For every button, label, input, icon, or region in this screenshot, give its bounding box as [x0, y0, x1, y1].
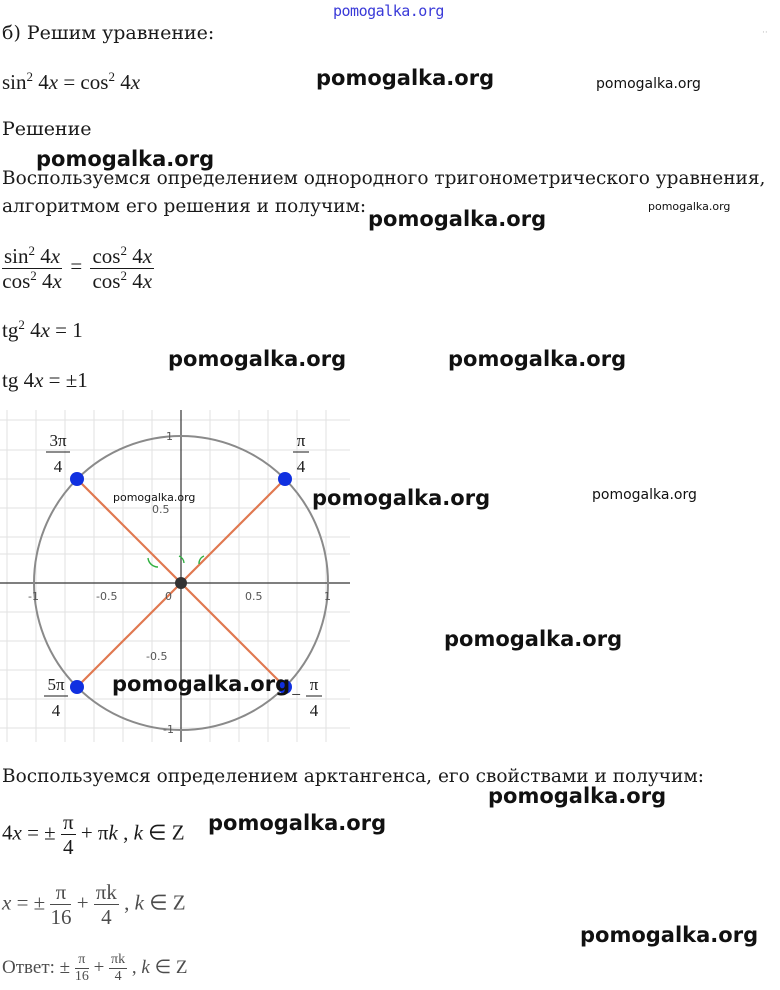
label-minus-pi-4-num: π	[309, 675, 319, 694]
paragraph-1-line-2: алгоритмом его решения и получим:	[2, 196, 367, 217]
watermark: pomogalka.org	[208, 811, 387, 835]
solution-label: Решение	[2, 118, 92, 140]
watermark: pomogalka.org	[596, 76, 701, 92]
x-tick: -0.5	[96, 590, 118, 603]
watermark: pomogalka.org	[113, 491, 196, 504]
point-3pi-4	[70, 472, 84, 486]
watermark: pomogalka.org	[312, 486, 491, 510]
x-tick: 1	[324, 590, 331, 603]
result-2: x = ± $\frac{\pi}{16}$ + $\frac{\pi k}{4}$ , k ∈ Z	[2, 880, 186, 930]
label-minus-sign: −	[291, 685, 301, 704]
result-1: 4x = ± $\frac{\pi}{4}$ + πk , k ∈ Z	[2, 810, 185, 860]
label-5pi-4-den: 4	[51, 701, 61, 720]
watermark: pomogalka.org	[368, 207, 547, 231]
ray-pi-4	[181, 479, 285, 583]
watermark: pomogalka.org	[592, 487, 697, 503]
task-heading: б) Решим уравнение:	[2, 22, 215, 44]
x-tick: 0.5	[245, 590, 263, 603]
y-tick: 0.5	[152, 503, 170, 516]
origin-point	[175, 577, 187, 589]
label-5pi-4-num: 5π	[47, 675, 65, 694]
y-tick: -0.5	[146, 650, 168, 663]
paragraph-2: Воспользуемся определением арктангенса, его свойствами и получим:	[2, 766, 704, 787]
point-5pi-4	[70, 680, 84, 694]
label-minus-pi-4-den: 4	[309, 701, 319, 720]
step-3: tg 4x = ±1	[2, 368, 88, 392]
step-2: $tg^2$ 4x = 1	[2, 317, 83, 342]
watermark: pomogalka.org	[580, 923, 759, 947]
y-tick: -1	[163, 723, 174, 736]
watermark: pomogalka.org	[36, 147, 215, 171]
point-pi-4	[278, 472, 292, 486]
watermark: pomogalka.org	[444, 627, 623, 651]
answer: Ответ: ± $\frac{\pi}{16}$ + $\frac{\pi k}{4}$ , k ∈ Z	[2, 952, 188, 985]
x-tick: -1	[28, 590, 39, 603]
label-pi-4-den: 4	[296, 457, 306, 476]
paragraph-1-line-1: Воспользуемся определением однородного тригонометрического уравнения,	[2, 168, 766, 189]
watermark: pomogalka.org	[448, 347, 627, 371]
watermark-top: pomogalka.org	[333, 2, 444, 20]
watermark: pomogalka.org	[648, 200, 731, 213]
watermark: pomogalka.org	[112, 672, 291, 696]
watermark: pomogalka.org	[316, 66, 495, 90]
label-3pi-4-num: 3π	[49, 431, 67, 450]
label-3pi-4-den: 4	[53, 457, 63, 476]
x-tick: 0	[165, 590, 172, 603]
y-tick: 1	[166, 430, 173, 443]
watermark: pomogalka.org	[488, 784, 667, 808]
label-pi-4-num: π	[296, 431, 306, 450]
watermark: pomogalka.org	[168, 347, 347, 371]
corner-mark: ··	[762, 28, 768, 38]
step-1-fraction-equation: $\frac{\sin^2 4x}{\cos^2 4x}$ = $\frac{\cos^2 4x}{\cos^2 4x}$	[2, 243, 153, 294]
equation: $\sin^2 4x = \cos^2 4x$	[2, 69, 141, 94]
